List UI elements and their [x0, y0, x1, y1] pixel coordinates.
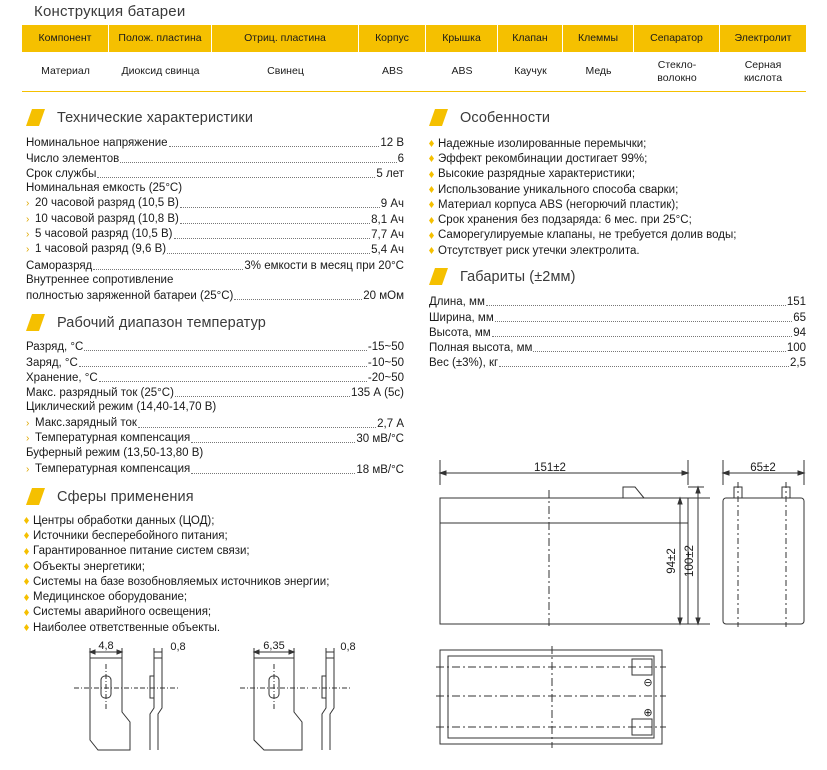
positive-terminal-icon: ⊕ — [643, 706, 653, 719]
temp-spec-row-value: 135 А (5с) — [350, 387, 404, 400]
tech-spec-list — [26, 135, 404, 303]
dims-spec-row-value: 100 — [786, 342, 806, 355]
value-cell-terminals: Медь — [585, 65, 612, 77]
application-item-text: Источники бесперебойного питания; — [33, 529, 228, 542]
bullet-diamond-icon — [429, 232, 434, 239]
temp-spec-row-label: Макс.зарядный ток — [35, 416, 137, 429]
dims-spec-row — [429, 325, 806, 340]
temp-spec-row-label: Температурная компенсация — [35, 432, 191, 445]
temp-spec-row — [26, 354, 404, 369]
feature-item-text: Использование уникального способа сварки; — [438, 183, 679, 196]
temp-section-heading — [26, 314, 266, 331]
dotted-leader — [191, 442, 355, 443]
tech-spec-row-label: Число элементов — [26, 152, 120, 165]
tech-spec-row-label: 20 часовой разряд (10,5 В) — [35, 197, 179, 210]
dotted-leader — [492, 336, 793, 337]
header-cell-lid: Крышка — [426, 25, 498, 52]
bullet-diamond-icon — [24, 624, 29, 631]
application-item-text: Медицинское оборудование; — [33, 591, 188, 604]
feature-item-text: Надежные изолированные перемычки; — [438, 137, 647, 150]
bullet-diamond-icon — [24, 609, 29, 616]
feature-item-text: Срок хранения без подзаряда: 6 мес. при 25°C; — [438, 214, 692, 227]
tech-section-title: Технические характеристики — [57, 109, 254, 126]
temp-spec-row-label: Температурная компенсация — [35, 462, 191, 475]
value-cell-case: ABS — [381, 65, 403, 77]
dotted-leader — [120, 162, 396, 163]
section-marker-icon — [429, 109, 448, 126]
temp-spec-list — [26, 339, 404, 477]
feature-item — [429, 167, 736, 182]
bullet-diamond-icon — [24, 563, 29, 570]
tech-spec-row-value: 8,1 Ач — [371, 213, 404, 226]
value-cell-separator: Стекло- волокно — [657, 58, 697, 84]
application-item-text: Системы на базе возобновляемых источников энергии; — [33, 575, 330, 588]
section-marker-icon — [26, 109, 45, 126]
bullet-diamond-icon — [429, 171, 434, 178]
dims-spec-row — [429, 309, 806, 324]
tech-spec-row-value: 5,4 Ач — [371, 244, 404, 257]
chevron-right-icon: › — [26, 198, 30, 210]
tech-spec-row — [26, 196, 404, 211]
dotted-leader — [174, 238, 371, 239]
dotted-leader — [191, 473, 355, 474]
tech-spec-row — [26, 135, 404, 150]
temp-spec-row — [26, 461, 404, 476]
tech-section-heading — [26, 109, 253, 126]
bullet-diamond-icon — [24, 532, 29, 539]
temp-spec-row-value: -20~50 — [367, 371, 404, 384]
temp-spec-row — [26, 400, 404, 415]
features-section-heading — [429, 109, 550, 126]
tech-spec-row-label: полностью заряженной батареи (25°C) — [26, 290, 234, 303]
dims-spec-row-label: Вес (±3%), кг — [429, 357, 499, 370]
tech-spec-row-label: Номинальное напряжение — [26, 137, 168, 150]
header-cell-electrolyte: Электролит — [734, 32, 792, 44]
tech-spec-row-value: 6 — [397, 152, 404, 165]
dims-section-title: Габариты (±2мм) — [460, 268, 576, 285]
application-item — [24, 589, 329, 604]
temp-spec-row-label: Буферный режим (13,50-13,80 В) — [26, 447, 204, 460]
feature-item-text: Эффект рекомбинации достигает 99%; — [438, 152, 648, 165]
header-cell-valve: Клапан — [498, 25, 563, 52]
construction-table — [22, 25, 806, 92]
dotted-leader — [169, 146, 380, 147]
header-cell-positive-plate: Полож. пластина — [109, 25, 212, 52]
feature-item — [429, 212, 736, 227]
temp-spec-row-value: -15~50 — [367, 341, 404, 354]
bullet-diamond-icon — [429, 155, 434, 162]
temp-spec-row-value: 2,7 А — [377, 417, 404, 430]
tech-spec-row-label: Саморазряд — [26, 259, 93, 272]
chevron-right-icon: › — [26, 417, 30, 429]
tech-spec-row — [26, 150, 404, 165]
dims-spec-row — [429, 355, 806, 370]
feature-item — [429, 228, 736, 243]
dotted-leader — [175, 396, 350, 397]
construction-values-row — [22, 52, 806, 92]
section-marker-icon — [26, 314, 45, 331]
value-cell-valve: Каучук — [514, 65, 547, 77]
tech-spec-row-value: 9 Ач — [380, 198, 404, 211]
value-cell-negative-plate: Свинец — [267, 65, 304, 77]
dotted-leader — [167, 253, 370, 254]
tech-spec-row-label: Внутреннее сопротивление — [26, 273, 174, 286]
application-item-text: Объекты энергетики; — [33, 560, 145, 573]
tech-spec-row-value: 3% емкости в месяц при 20°C — [244, 259, 404, 272]
full-height-dimension-label: 100±2 — [684, 545, 696, 577]
section-marker-icon — [429, 268, 448, 285]
value-cell-material: Материал — [41, 65, 90, 77]
tech-spec-row-label: 1 часовой разряд (9,6 В) — [35, 243, 167, 256]
tech-spec-row-label: Срок службы — [26, 167, 97, 180]
temp-spec-row — [26, 446, 404, 461]
dims-spec-row-label: Ширина, мм — [429, 311, 494, 324]
temp-spec-row — [26, 431, 404, 446]
application-item — [24, 574, 329, 589]
application-item-text: Центры обработки данных (ЦОД); — [33, 514, 215, 527]
application-item — [24, 513, 329, 528]
tech-spec-row — [26, 211, 404, 226]
value-cell-lid: ABS — [451, 65, 473, 77]
bullet-diamond-icon — [429, 201, 434, 208]
tech-spec-row — [26, 227, 404, 242]
apps-list — [24, 513, 329, 635]
tech-spec-row — [26, 166, 404, 181]
application-item — [24, 528, 329, 543]
feature-item-text: Отсутствует риск утечки электролита. — [438, 244, 640, 257]
tech-spec-row-value: 20 мОм — [363, 290, 404, 303]
temp-spec-row — [26, 370, 404, 385]
value-cell-electrolyte: Серная кислота — [743, 58, 783, 84]
dotted-leader — [533, 351, 785, 352]
header-cell-negative-plate: Отриц. пластина — [212, 25, 359, 52]
application-item — [24, 620, 329, 635]
dims-spec-row — [429, 294, 806, 309]
dims-spec-row-value: 94 — [793, 326, 806, 339]
tech-spec-row — [26, 181, 404, 196]
features-list — [429, 136, 736, 258]
terminal-f1-width-label: 4,8 — [98, 640, 114, 652]
dims-section-heading — [429, 268, 576, 285]
temp-spec-row-label: Разряд, °C — [26, 341, 84, 354]
chevron-right-icon: › — [26, 244, 30, 256]
feature-item — [429, 136, 736, 151]
dotted-leader — [138, 427, 376, 428]
bullet-diamond-icon — [429, 140, 434, 147]
temp-spec-row — [26, 339, 404, 354]
apps-section-title: Сферы применения — [57, 488, 194, 505]
dotted-leader — [180, 223, 370, 224]
temp-spec-row-value: -10~50 — [367, 356, 404, 369]
chevron-right-icon: › — [26, 229, 30, 241]
bullet-diamond-icon — [24, 594, 29, 601]
application-item — [24, 605, 329, 620]
feature-item — [429, 197, 736, 212]
header-cell-terminals: Клеммы — [563, 25, 634, 52]
bullet-diamond-icon — [429, 247, 434, 254]
tech-spec-row-value: 12 В — [380, 137, 404, 150]
feature-item-text: Материал корпуса ABS (негорючий пластик); — [438, 198, 679, 211]
temp-section-title: Рабочий диапазон температур — [57, 314, 266, 331]
temp-spec-row-value: 30 мВ/°C — [356, 433, 404, 446]
dotted-leader — [93, 269, 243, 270]
header-cell-case: Корпус — [359, 25, 426, 52]
tech-spec-row — [26, 288, 404, 303]
battery-front-view-drawing — [430, 455, 710, 630]
dotted-leader — [99, 381, 367, 382]
temp-spec-row — [26, 415, 404, 430]
terminal-f1-drawing — [70, 640, 200, 755]
page-title: Конструкция батареи — [34, 3, 186, 20]
apps-section-heading — [26, 488, 194, 505]
chevron-right-icon: › — [26, 213, 30, 225]
terminal-f2-width-label: 6,35 — [263, 640, 285, 652]
dotted-leader — [180, 207, 380, 208]
bullet-diamond-icon — [24, 578, 29, 585]
tech-spec-row — [26, 242, 404, 257]
chevron-right-icon: › — [26, 463, 30, 475]
dotted-leader — [79, 366, 367, 367]
application-item-text: Системы аварийного освещения; — [33, 606, 212, 619]
application-item-text: Гарантированное питание систем связи; — [33, 545, 250, 558]
feature-item — [429, 151, 736, 166]
tech-spec-row-label: 5 часовой разряд (10,5 В) — [35, 228, 173, 241]
length-dimension-label: 151±2 — [534, 462, 566, 474]
value-cell-positive-plate: Диоксид свинца — [121, 65, 200, 77]
feature-item-text: Высокие разрядные характеристики; — [438, 168, 636, 181]
features-section-title: Особенности — [460, 109, 551, 126]
dotted-leader — [486, 305, 786, 306]
application-item-text: Наиболее ответственные объекты. — [33, 621, 221, 634]
dims-spec-row-label: Высота, мм — [429, 326, 491, 339]
temp-spec-row — [26, 385, 404, 400]
bullet-diamond-icon — [24, 548, 29, 555]
chevron-right-icon: › — [26, 433, 30, 445]
dims-spec-row-value: 2,5 — [790, 357, 806, 370]
dotted-leader — [84, 350, 367, 351]
feature-item-text: Саморегулируемые клапаны, не требуется долив воды; — [438, 229, 737, 242]
temp-spec-row-value: 18 мВ/°C — [356, 463, 404, 476]
temp-spec-row-label: Заряд, °C — [26, 356, 78, 369]
dims-spec-row-value: 151 — [786, 296, 806, 309]
battery-side-view-drawing — [718, 455, 810, 630]
dotted-leader — [495, 321, 792, 322]
dims-spec-row — [429, 340, 806, 355]
temp-spec-row-label: Макс. разрядный ток (25°C) — [26, 387, 174, 400]
section-marker-icon — [26, 488, 45, 505]
dotted-leader — [499, 366, 789, 367]
battery-top-view-drawing — [436, 646, 666, 748]
dims-spec-row-value: 65 — [793, 311, 806, 324]
dotted-leader — [234, 299, 362, 300]
terminal-f2-drawing — [238, 640, 368, 755]
feature-item — [429, 243, 736, 258]
header-cell-component: Компонент — [22, 25, 109, 52]
width-dimension-label: 65±2 — [750, 462, 776, 474]
terminal-f1-thickness-label: 0,8 — [170, 641, 186, 653]
tech-spec-row-value: 7,7 Ач — [371, 229, 404, 242]
application-item — [24, 544, 329, 559]
feature-item — [429, 182, 736, 197]
terminal-f2-thickness-label: 0,8 — [340, 641, 356, 653]
temp-spec-row-label: Хранение, °C — [26, 371, 98, 384]
temp-spec-row-label: Циклический режим (14,40-14,70 В) — [26, 401, 217, 414]
dims-spec-row-label: Полная высота, мм — [429, 342, 533, 355]
construction-header-row — [22, 25, 806, 52]
dims-spec-list — [429, 294, 806, 370]
application-item — [24, 559, 329, 574]
tech-spec-row — [26, 273, 404, 288]
bullet-diamond-icon — [429, 217, 434, 224]
dotted-leader — [97, 177, 375, 178]
tech-spec-row — [26, 257, 404, 272]
bullet-diamond-icon — [429, 186, 434, 193]
height-dimension-label: 94±2 — [666, 548, 678, 574]
tech-spec-row-label: 10 часовой разряд (10,8 В) — [35, 212, 179, 225]
tech-spec-row-value: 5 лет — [376, 167, 404, 180]
tech-spec-row-label: Номинальная емкость (25°C) — [26, 181, 183, 194]
negative-terminal-icon: ⊖ — [643, 676, 653, 689]
bullet-diamond-icon — [24, 517, 29, 524]
header-cell-separator: Сепаратор — [634, 25, 720, 52]
dims-spec-row-label: Длина, мм — [429, 296, 485, 309]
